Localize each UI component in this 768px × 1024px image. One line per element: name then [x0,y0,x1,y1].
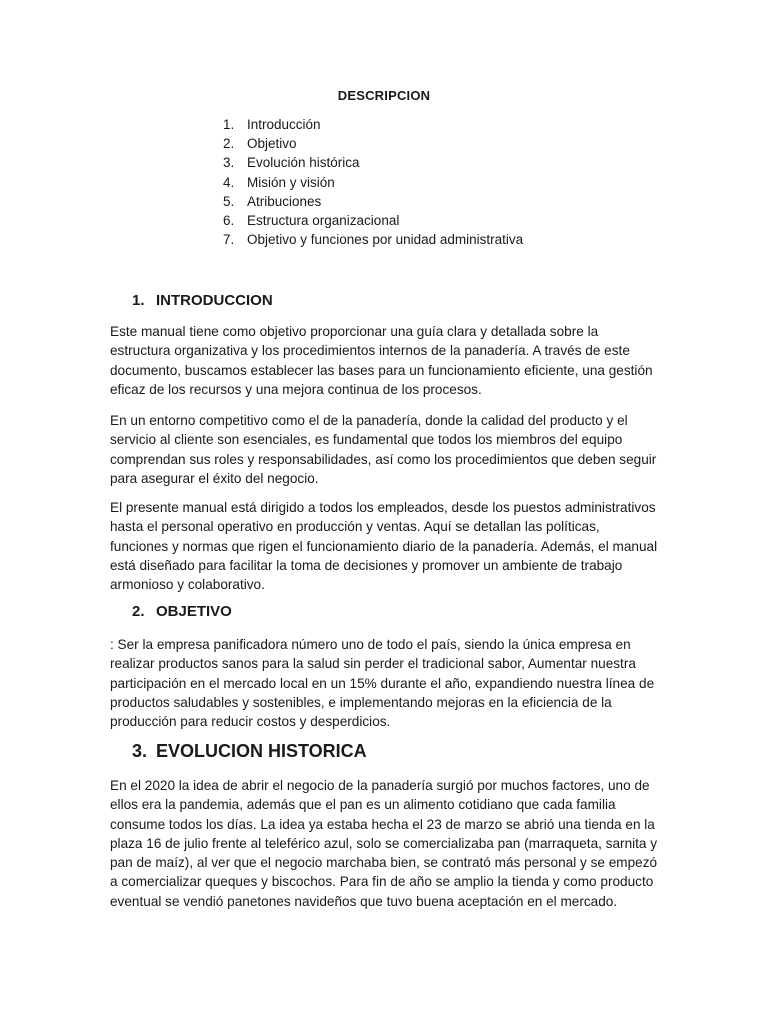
section-heading-evolucion-historica [132,741,367,762]
paragraph: Este manual tiene como objetivo proporcionar una guía clara y detallada sobre la estructura organizativa y los procedimientos internos de la panadería. A través de este documento, buscamos establecer las bases para un funcionamiento eficiente, una gestión eficaz de los recursos y una mejora continua de los procesos. [110,324,653,397]
toc-item-number: 6. [223,212,235,228]
toc-item [223,230,523,249]
table-of-contents [223,115,523,249]
toc-item-label: Estructura organizacional [247,212,400,228]
paragraph: En el 2020 la idea de abrir el negocio de la panadería surgió por muchos factores, uno de ellos era la pandemia, además que el pan es un alimento cotidiano que cada familia consume todos los días. La idea ya estaba hecha el 23 de marzo se abrió una tienda en la plaza 16 de julio frente al teleférico azul, solo se comercializaba pan (marraqueta, sarnita y pan de maíz), al ver que el negocio marchaba bien, se contrató más personal y se empezó a comercializar queques y biscochos. Para fin de año se amplio la tienda y como producto eventual se vendió panetones navideños que tuvo buena aceptación en el mercado. [110,778,658,909]
section-title: EVOLUCION HISTORICA [156,741,367,761]
document-title: DESCRIPCION [337,88,431,103]
section-title: INTRODUCCION [156,292,273,309]
toc-item-label: Atribuciones [247,193,322,209]
toc-item [223,115,523,134]
paragraph: : Ser la empresa panificadora número uno de todo el país, siendo la única empresa en realizar productos sanos para la salud sin perder el tradicional sabor, Aumentar nuestra participación en el mercado local en un 15% durante el año, expandiendo nuestra línea de productos saludables y sostenibles, e implementando mejoras en la eficiencia de la producción para reducir costos y desperdicios. [110,637,655,730]
toc-item [223,173,523,192]
paragraph: El presente manual está dirigido a todos los empleados, desde los puestos administrativos hasta el personal operativo en producción y ventas. Aquí se detallan las políticas, funciones y normas que rigen el funcionamiento diario de la panadería. Además, el manual está diseñado para facilitar la toma de decisiones y promover un ambiente de trabajo armonioso y colaborativo. [110,500,658,593]
toc-item-label: Objetivo [247,136,297,152]
section-title: OBJETIVO [156,603,232,620]
toc-item-label: Introducción [247,117,321,132]
toc-item-number: 2. [223,136,235,152]
section-heading-introduccion [132,292,273,309]
toc-item-number: 3. [223,155,235,171]
toc-item-label: Evolución histórica [247,155,360,171]
toc-item-number: 5. [223,193,235,209]
toc-item-label: Misión y visión [247,174,335,190]
toc-item [223,211,523,230]
section-number: 3. [132,741,148,761]
toc-item [223,134,523,153]
toc-item-number: 7. [223,232,235,248]
toc-item [223,153,523,172]
toc-item-number: 1. [223,117,235,132]
toc-item-label: Objetivo y funciones por unidad administrativa [247,232,524,248]
paragraph: En un entorno competitivo como el de la panadería, donde la calidad del producto y el servicio al cliente son esenciales, es fundamental que todos los miembros del equipo comprendan sus roles y responsabilidades, así como los procedimientos que deben seguir para asegurar el éxito del negocio. [110,413,657,486]
section-number: 2. [132,603,145,620]
section-heading-objetivo [132,603,232,620]
section-number: 1. [132,292,145,309]
toc-item-number: 4. [223,174,235,190]
toc-item [223,192,523,211]
